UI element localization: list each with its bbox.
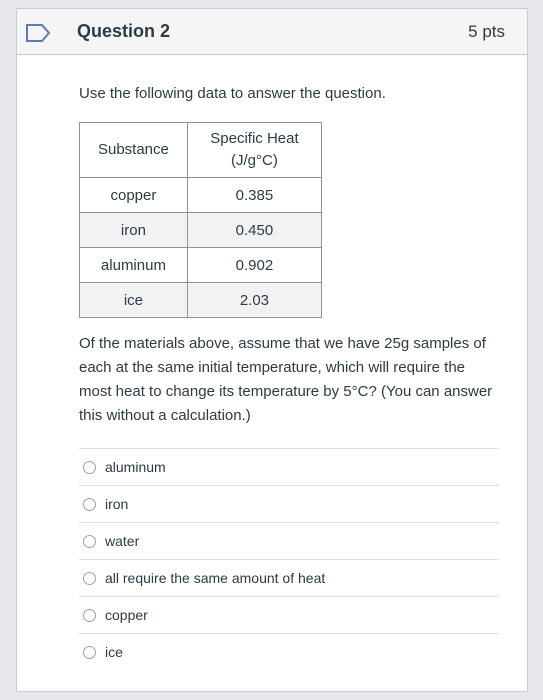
table-row xyxy=(80,283,322,318)
radio-button[interactable] xyxy=(83,461,96,474)
answer-label: all require the same amount of heat xyxy=(105,570,326,586)
answer-list xyxy=(79,448,503,670)
answer-option[interactable] xyxy=(79,633,499,670)
question-header xyxy=(17,9,527,55)
heat-cell: 0.450 xyxy=(187,213,321,248)
heat-cell: 0.385 xyxy=(187,178,321,213)
radio-button[interactable] xyxy=(83,535,96,548)
question-card xyxy=(16,8,528,692)
table-row xyxy=(80,248,322,283)
answer-option[interactable] xyxy=(79,559,499,596)
answer-option[interactable] xyxy=(79,448,499,485)
answer-option[interactable] xyxy=(79,522,499,559)
table-row xyxy=(80,178,322,213)
question-text: Of the materials above, assume that we have 25g samples of each at the same initial temperature, which will require the most heat to change its temperature by 5°C? (You can answer this without a calculation.) xyxy=(79,335,493,424)
substance-cell: copper xyxy=(80,178,188,213)
substance-cell: iron xyxy=(80,213,188,248)
radio-button[interactable] xyxy=(83,572,96,585)
header-specific-heat-label: Specific Heat xyxy=(210,130,299,147)
question-points: 5 pts xyxy=(468,21,505,41)
substance-cell: aluminum xyxy=(80,248,188,283)
header-specific-heat xyxy=(187,123,321,178)
substance-cell: ice xyxy=(80,283,188,318)
table-row xyxy=(80,213,322,248)
answer-label: iron xyxy=(105,496,129,512)
question-title: Question 2 xyxy=(77,21,171,41)
question-prompt: Use the following data to answer the question. xyxy=(79,85,386,102)
flag-question-icon[interactable] xyxy=(25,23,51,43)
radio-button[interactable] xyxy=(83,646,96,659)
answer-label: aluminum xyxy=(105,459,166,475)
header-specific-heat-unit: (J/g°C) xyxy=(231,152,278,169)
radio-button[interactable] xyxy=(83,498,96,511)
question-body xyxy=(17,55,527,670)
header-substance: Substance xyxy=(80,123,188,178)
table-header-row xyxy=(80,123,322,178)
answer-option[interactable] xyxy=(79,485,499,522)
answer-option[interactable] xyxy=(79,596,499,633)
answer-label: ice xyxy=(105,644,123,660)
radio-button[interactable] xyxy=(83,609,96,622)
answer-label: copper xyxy=(105,607,148,623)
answer-label: water xyxy=(105,533,140,549)
heat-cell: 0.902 xyxy=(187,248,321,283)
specific-heat-table xyxy=(79,122,322,318)
heat-cell: 2.03 xyxy=(187,283,321,318)
